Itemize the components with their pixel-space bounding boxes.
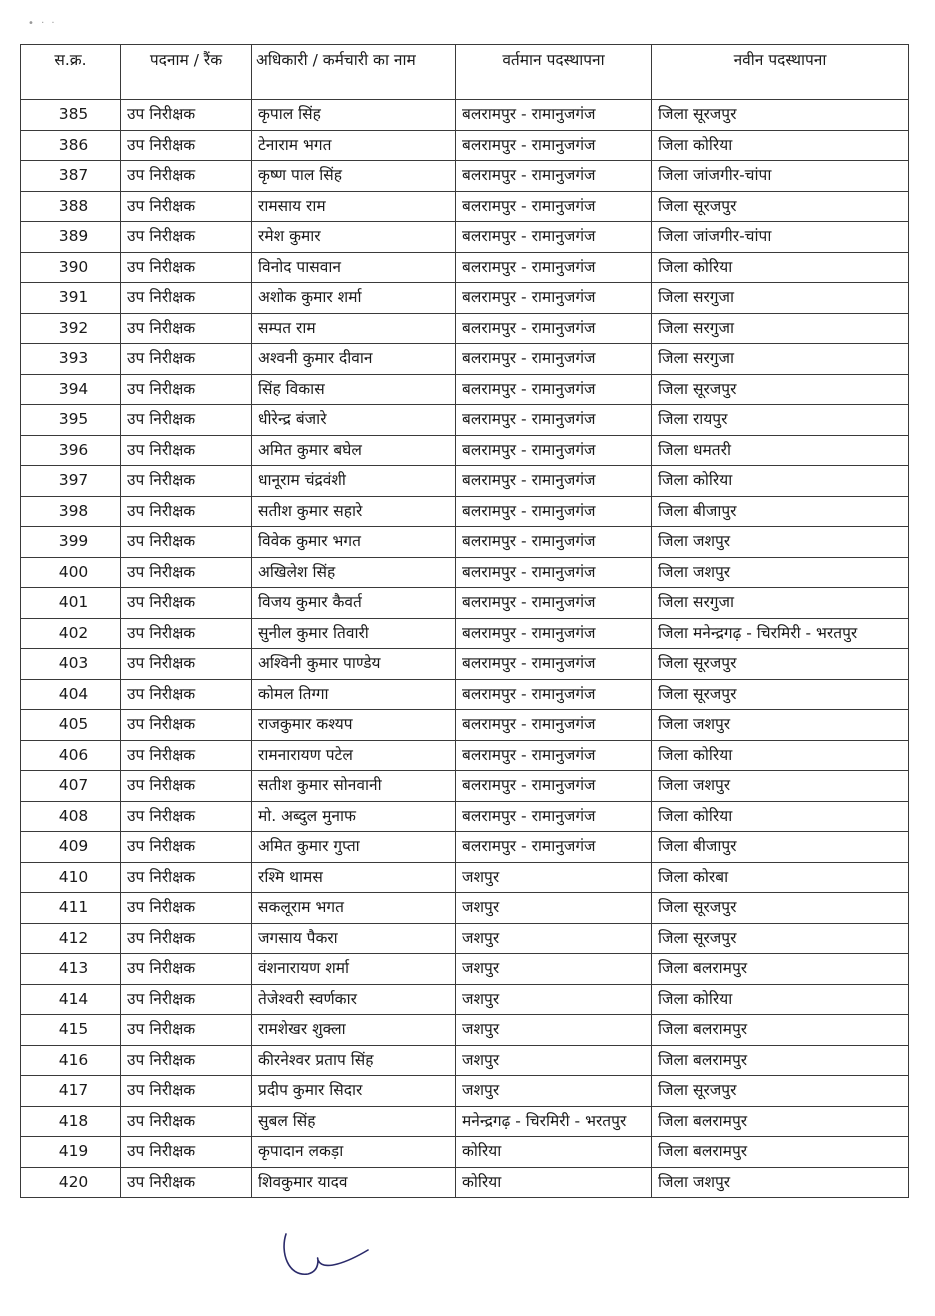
header-name: अधिकारी / कर्मचारी का नाम — [252, 45, 456, 100]
cell-current-posting: बलरामपुर - रामानुजगंज — [456, 344, 652, 375]
cell-rank: उप निरीक्षक — [121, 283, 252, 314]
cell-rank: उप निरीक्षक — [121, 1167, 252, 1198]
cell-name: सुबल सिंह — [252, 1106, 456, 1137]
cell-new-posting: जिला जशपुर — [652, 710, 909, 741]
cell-sno: 406 — [21, 740, 121, 771]
table-body — [21, 100, 909, 1198]
cell-name: रामसाय राम — [252, 191, 456, 222]
cell-name: कीरनेश्वर प्रताप सिंह — [252, 1045, 456, 1076]
table-row — [21, 588, 909, 619]
cell-current-posting: बलरामपुर - रामानुजगंज — [456, 557, 652, 588]
cell-new-posting: जिला बलरामपुर — [652, 1015, 909, 1046]
cell-rank: उप निरीक्षक — [121, 588, 252, 619]
header-new-posting: नवीन पदस्थापना — [652, 45, 909, 100]
cell-sno: 393 — [21, 344, 121, 375]
cell-sno: 420 — [21, 1167, 121, 1198]
cell-new-posting: जिला कोरिया — [652, 466, 909, 497]
cell-rank: उप निरीक्षक — [121, 252, 252, 283]
cell-current-posting: जशपुर — [456, 862, 652, 893]
cell-sno: 411 — [21, 893, 121, 924]
cell-new-posting: जिला कोरिया — [652, 252, 909, 283]
cell-current-posting: बलरामपुर - रामानुजगंज — [456, 679, 652, 710]
cell-rank: उप निरीक्षक — [121, 1137, 252, 1168]
table-header-row — [21, 45, 909, 100]
table-row — [21, 222, 909, 253]
cell-current-posting: जशपुर — [456, 1045, 652, 1076]
cell-current-posting: कोरिया — [456, 1137, 652, 1168]
cell-name: मो. अब्दुल मुनाफ — [252, 801, 456, 832]
cell-new-posting: जिला कोरिया — [652, 130, 909, 161]
cell-rank: उप निरीक्षक — [121, 557, 252, 588]
cell-new-posting: जिला सूरजपुर — [652, 649, 909, 680]
cell-current-posting: बलरामपुर - रामानुजगंज — [456, 649, 652, 680]
table-row — [21, 252, 909, 283]
cell-current-posting: बलरामपुर - रामानुजगंज — [456, 313, 652, 344]
cell-sno: 386 — [21, 130, 121, 161]
cell-name: विवेक कुमार भगत — [252, 527, 456, 558]
cell-rank: उप निरीक्षक — [121, 435, 252, 466]
scan-mark: • · · — [28, 18, 57, 29]
cell-new-posting: जिला कोरिया — [652, 740, 909, 771]
table-row — [21, 618, 909, 649]
cell-current-posting: बलरामपुर - रामानुजगंज — [456, 100, 652, 131]
cell-new-posting: जिला कोरिया — [652, 801, 909, 832]
table-row — [21, 557, 909, 588]
cell-current-posting: बलरामपुर - रामानुजगंज — [456, 618, 652, 649]
table-row — [21, 954, 909, 985]
cell-rank: उप निरीक्षक — [121, 771, 252, 802]
cell-rank: उप निरीक्षक — [121, 679, 252, 710]
cell-name: कृष्ण पाल सिंह — [252, 161, 456, 192]
cell-current-posting: जशपुर — [456, 954, 652, 985]
cell-name: शिवकुमार यादव — [252, 1167, 456, 1198]
cell-name: अखिलेश सिंह — [252, 557, 456, 588]
table-row — [21, 1015, 909, 1046]
cell-new-posting: जिला सूरजपुर — [652, 893, 909, 924]
table-row — [21, 130, 909, 161]
cell-sno: 409 — [21, 832, 121, 863]
cell-name: अमित कुमार गुप्ता — [252, 832, 456, 863]
cell-current-posting: बलरामपुर - रामानुजगंज — [456, 496, 652, 527]
cell-rank: उप निरीक्षक — [121, 405, 252, 436]
cell-new-posting: जिला कोरिया — [652, 984, 909, 1015]
cell-sno: 404 — [21, 679, 121, 710]
cell-current-posting: जशपुर — [456, 984, 652, 1015]
cell-sno: 392 — [21, 313, 121, 344]
cell-rank: उप निरीक्षक — [121, 496, 252, 527]
cell-current-posting: जशपुर — [456, 1076, 652, 1107]
cell-rank: उप निरीक्षक — [121, 100, 252, 131]
cell-name: रामशेखर शुक्ला — [252, 1015, 456, 1046]
cell-name: तेजेश्वरी स्वर्णकार — [252, 984, 456, 1015]
cell-current-posting: बलरामपुर - रामानुजगंज — [456, 435, 652, 466]
cell-name: अश्विनी कुमार पाण्डेय — [252, 649, 456, 680]
cell-new-posting: जिला सूरजपुर — [652, 100, 909, 131]
cell-name: रमेश कुमार — [252, 222, 456, 253]
cell-new-posting: जिला सरगुजा — [652, 313, 909, 344]
cell-sno: 397 — [21, 466, 121, 497]
cell-current-posting: बलरामपुर - रामानुजगंज — [456, 191, 652, 222]
cell-sno: 389 — [21, 222, 121, 253]
table-row — [21, 832, 909, 863]
cell-new-posting: जिला सूरजपुर — [652, 679, 909, 710]
cell-sno: 388 — [21, 191, 121, 222]
cell-rank: उप निरीक्षक — [121, 710, 252, 741]
cell-new-posting: जिला जशपुर — [652, 557, 909, 588]
table-row — [21, 771, 909, 802]
header-current-posting: वर्तमान पदस्थापना — [456, 45, 652, 100]
signature — [268, 1222, 378, 1292]
cell-name: प्रदीप कुमार सिदार — [252, 1076, 456, 1107]
cell-rank: उप निरीक्षक — [121, 618, 252, 649]
cell-new-posting: जिला बलरामपुर — [652, 1045, 909, 1076]
cell-name: धीरेन्द्र बंजारे — [252, 405, 456, 436]
cell-sno: 417 — [21, 1076, 121, 1107]
cell-current-posting: बलरामपुर - रामानुजगंज — [456, 374, 652, 405]
table-row — [21, 710, 909, 741]
cell-rank: उप निरीक्षक — [121, 1106, 252, 1137]
cell-current-posting: बलरामपुर - रामानुजगंज — [456, 405, 652, 436]
cell-rank: उप निरीक्षक — [121, 1015, 252, 1046]
cell-current-posting: बलरामपुर - रामानुजगंज — [456, 466, 652, 497]
cell-new-posting: जिला रायपुर — [652, 405, 909, 436]
table-row — [21, 1045, 909, 1076]
cell-rank: उप निरीक्षक — [121, 832, 252, 863]
cell-rank: उप निरीक्षक — [121, 130, 252, 161]
cell-rank: उप निरीक्षक — [121, 984, 252, 1015]
cell-rank: उप निरीक्षक — [121, 862, 252, 893]
cell-sno: 395 — [21, 405, 121, 436]
cell-rank: उप निरीक्षक — [121, 801, 252, 832]
cell-name: विनोद पासवान — [252, 252, 456, 283]
cell-sno: 394 — [21, 374, 121, 405]
cell-rank: उप निरीक्षक — [121, 466, 252, 497]
cell-sno: 413 — [21, 954, 121, 985]
cell-name: धानूराम चंद्रवंशी — [252, 466, 456, 497]
cell-new-posting: जिला जांजगीर-चांपा — [652, 222, 909, 253]
cell-rank: उप निरीक्षक — [121, 923, 252, 954]
header-rank: पदनाम / रैंक — [121, 45, 252, 100]
cell-current-posting: जशपुर — [456, 893, 652, 924]
cell-sno: 414 — [21, 984, 121, 1015]
table-row — [21, 161, 909, 192]
table-row — [21, 1076, 909, 1107]
cell-rank: उप निरीक्षक — [121, 161, 252, 192]
cell-sno: 403 — [21, 649, 121, 680]
cell-name: सतीश कुमार सहारे — [252, 496, 456, 527]
cell-rank: उप निरीक्षक — [121, 740, 252, 771]
cell-rank: उप निरीक्षक — [121, 313, 252, 344]
cell-sno: 405 — [21, 710, 121, 741]
table-row — [21, 435, 909, 466]
cell-sno: 412 — [21, 923, 121, 954]
cell-sno: 390 — [21, 252, 121, 283]
cell-new-posting: जिला सरगुजा — [652, 588, 909, 619]
cell-current-posting: जशपुर — [456, 923, 652, 954]
table-row — [21, 1167, 909, 1198]
cell-current-posting: बलरामपुर - रामानुजगंज — [456, 283, 652, 314]
transfer-table — [20, 44, 909, 1198]
cell-new-posting: जिला सरगुजा — [652, 344, 909, 375]
cell-new-posting: जिला बलरामपुर — [652, 1137, 909, 1168]
cell-name: कोमल तिग्गा — [252, 679, 456, 710]
table-row — [21, 466, 909, 497]
cell-rank: उप निरीक्षक — [121, 1045, 252, 1076]
cell-name: कृपादान लकड़ा — [252, 1137, 456, 1168]
cell-name: राजकुमार कश्यप — [252, 710, 456, 741]
table-row — [21, 679, 909, 710]
header-sno: स.क्र. — [21, 45, 121, 100]
cell-current-posting: कोरिया — [456, 1167, 652, 1198]
cell-name: जगसाय पैकरा — [252, 923, 456, 954]
cell-current-posting: बलरामपुर - रामानुजगंज — [456, 130, 652, 161]
cell-name: विजय कुमार कैवर्त — [252, 588, 456, 619]
cell-sno: 416 — [21, 1045, 121, 1076]
cell-current-posting: बलरामपुर - रामानुजगंज — [456, 801, 652, 832]
cell-new-posting: जिला सूरजपुर — [652, 191, 909, 222]
cell-rank: उप निरीक्षक — [121, 344, 252, 375]
cell-new-posting: जिला बलरामपुर — [652, 954, 909, 985]
cell-new-posting: जिला जशपुर — [652, 527, 909, 558]
cell-rank: उप निरीक्षक — [121, 527, 252, 558]
cell-new-posting: जिला बीजापुर — [652, 496, 909, 527]
cell-name: रश्मि थामस — [252, 862, 456, 893]
cell-sno: 418 — [21, 1106, 121, 1137]
table-row — [21, 984, 909, 1015]
table-row — [21, 1137, 909, 1168]
cell-current-posting: जशपुर — [456, 1015, 652, 1046]
table-row — [21, 313, 909, 344]
cell-sno: 401 — [21, 588, 121, 619]
cell-name: टेनाराम भगत — [252, 130, 456, 161]
table-row — [21, 405, 909, 436]
cell-sno: 408 — [21, 801, 121, 832]
table-row — [21, 862, 909, 893]
cell-name: सिंह विकास — [252, 374, 456, 405]
table-row — [21, 100, 909, 131]
cell-new-posting: जिला बलरामपुर — [652, 1106, 909, 1137]
cell-new-posting: जिला बीजापुर — [652, 832, 909, 863]
cell-new-posting: जिला सूरजपुर — [652, 374, 909, 405]
cell-current-posting: बलरामपुर - रामानुजगंज — [456, 832, 652, 863]
cell-new-posting: जिला सूरजपुर — [652, 1076, 909, 1107]
table-row — [21, 344, 909, 375]
cell-new-posting: जिला सूरजपुर — [652, 923, 909, 954]
table-row — [21, 923, 909, 954]
table-row — [21, 893, 909, 924]
table-row — [21, 740, 909, 771]
cell-sno: 407 — [21, 771, 121, 802]
cell-rank: उप निरीक्षक — [121, 649, 252, 680]
cell-current-posting: बलरामपुर - रामानुजगंज — [456, 588, 652, 619]
cell-sno: 399 — [21, 527, 121, 558]
cell-new-posting: जिला कोरबा — [652, 862, 909, 893]
cell-name: कृपाल सिंह — [252, 100, 456, 131]
cell-current-posting: बलरामपुर - रामानुजगंज — [456, 252, 652, 283]
cell-current-posting: बलरामपुर - रामानुजगंज — [456, 222, 652, 253]
cell-name: अमित कुमार बघेल — [252, 435, 456, 466]
table-row — [21, 496, 909, 527]
cell-sno: 385 — [21, 100, 121, 131]
table-row — [21, 649, 909, 680]
cell-rank: उप निरीक्षक — [121, 893, 252, 924]
cell-name: अशोक कुमार शर्मा — [252, 283, 456, 314]
cell-new-posting: जिला धमतरी — [652, 435, 909, 466]
table-row — [21, 191, 909, 222]
cell-sno: 400 — [21, 557, 121, 588]
cell-new-posting: जिला मनेन्द्रगढ़ - चिरमिरी - भरतपुर — [652, 618, 909, 649]
cell-new-posting: जिला सरगुजा — [652, 283, 909, 314]
cell-name: अश्वनी कुमार दीवान — [252, 344, 456, 375]
cell-rank: उप निरीक्षक — [121, 222, 252, 253]
cell-name: सकलूराम भगत — [252, 893, 456, 924]
cell-new-posting: जिला जशपुर — [652, 771, 909, 802]
cell-new-posting: जिला जांजगीर-चांपा — [652, 161, 909, 192]
cell-rank: उप निरीक्षक — [121, 191, 252, 222]
cell-sno: 410 — [21, 862, 121, 893]
cell-sno: 396 — [21, 435, 121, 466]
cell-current-posting: बलरामपुर - रामानुजगंज — [456, 710, 652, 741]
cell-new-posting: जिला जशपुर — [652, 1167, 909, 1198]
cell-sno: 415 — [21, 1015, 121, 1046]
cell-rank: उप निरीक्षक — [121, 954, 252, 985]
cell-current-posting: बलरामपुर - रामानुजगंज — [456, 527, 652, 558]
cell-name: सुनील कुमार तिवारी — [252, 618, 456, 649]
cell-name: रामनारायण पटेल — [252, 740, 456, 771]
cell-sno: 398 — [21, 496, 121, 527]
cell-name: सतीश कुमार सोनवानी — [252, 771, 456, 802]
cell-sno: 419 — [21, 1137, 121, 1168]
cell-name: सम्पत राम — [252, 313, 456, 344]
cell-current-posting: बलरामपुर - रामानुजगंज — [456, 771, 652, 802]
cell-sno: 402 — [21, 618, 121, 649]
table-row — [21, 527, 909, 558]
cell-current-posting: मनेन्द्रगढ़ - चिरमिरी - भरतपुर — [456, 1106, 652, 1137]
table-row — [21, 801, 909, 832]
table-row — [21, 1106, 909, 1137]
cell-rank: उप निरीक्षक — [121, 374, 252, 405]
cell-current-posting: बलरामपुर - रामानुजगंज — [456, 161, 652, 192]
cell-current-posting: बलरामपुर - रामानुजगंज — [456, 740, 652, 771]
table-row — [21, 283, 909, 314]
table-row — [21, 374, 909, 405]
cell-name: वंशनारायण शर्मा — [252, 954, 456, 985]
cell-rank: उप निरीक्षक — [121, 1076, 252, 1107]
cell-sno: 387 — [21, 161, 121, 192]
cell-sno: 391 — [21, 283, 121, 314]
